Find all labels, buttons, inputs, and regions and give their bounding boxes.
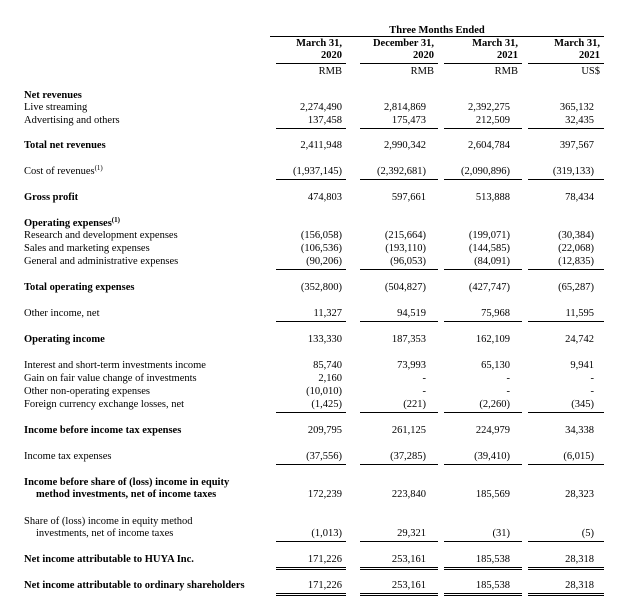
row-value: (221) <box>403 399 426 410</box>
column-year: 2021 <box>579 50 600 61</box>
row-value: (37,556) <box>306 451 342 462</box>
row-value: (215,664) <box>384 230 426 241</box>
row-value: 11,595 <box>565 308 594 319</box>
row-label: Operating income <box>24 334 105 345</box>
row-value: (39,410) <box>474 451 510 462</box>
row-value: (427,747) <box>468 282 510 293</box>
row-label: method investments, net of income taxes <box>36 489 217 500</box>
row-value: 32,435 <box>565 115 594 126</box>
row-value: (144,585) <box>468 243 510 254</box>
row-value: (1,013) <box>311 528 342 539</box>
column-currency: RMB <box>318 66 342 77</box>
column-currency: RMB <box>494 66 518 77</box>
subtotal-rule <box>276 412 346 413</box>
subtotal-rule <box>528 412 604 413</box>
row-value: (2,260) <box>479 399 510 410</box>
row-value: 474,803 <box>307 192 342 203</box>
row-value: - <box>506 373 510 384</box>
subtotal-rule <box>276 541 346 542</box>
column-date: March 31, <box>554 38 600 49</box>
row-value: (1,425) <box>311 399 342 410</box>
subtotal-rule <box>444 464 522 465</box>
row-value: (31) <box>492 528 510 539</box>
row-value: (193,110) <box>385 243 426 254</box>
row-label: Cost of revenues$^{(1)}$ <box>24 164 103 177</box>
row-value: - <box>506 386 510 397</box>
row-value: (22,068) <box>558 243 594 254</box>
subtotal-rule <box>276 321 346 322</box>
row-value: 172,239 <box>307 489 342 500</box>
double-underline <box>276 593 346 596</box>
column-year: 2020 <box>321 50 342 61</box>
row-value: (84,091) <box>474 256 510 267</box>
row-value: 11,327 <box>313 308 342 319</box>
row-value: 365,132 <box>559 102 594 113</box>
row-value: (96,053) <box>390 256 426 267</box>
row-label: Net income attributable to ordinary shareholders <box>24 580 245 591</box>
subtotal-rule <box>528 541 604 542</box>
row-label: Gain on fair value change of investments <box>24 373 197 384</box>
row-value: (6,015) <box>563 451 594 462</box>
period-group-header: Three Months Ended <box>389 25 485 36</box>
row-value: 224,979 <box>475 425 510 436</box>
column-currency: US$ <box>581 66 600 77</box>
double-underline <box>528 593 604 596</box>
row-value: (2,392,681) <box>377 166 426 177</box>
row-value: 2,411,948 <box>300 140 342 151</box>
subtotal-rule <box>360 269 438 270</box>
row-label: Advertising and others <box>24 115 120 126</box>
row-value: 171,226 <box>307 554 342 565</box>
row-value: 597,661 <box>391 192 426 203</box>
column-date: December 31, <box>372 38 434 49</box>
double-underline <box>444 567 522 570</box>
subtotal-rule <box>360 464 438 465</box>
row-value: 253,161 <box>391 580 426 591</box>
column-year: 2020 <box>413 50 434 61</box>
double-underline <box>444 593 522 596</box>
double-underline <box>276 567 346 570</box>
footnote-marker: (1) <box>111 216 120 224</box>
row-value: (106,536) <box>300 243 342 254</box>
row-value: 185,569 <box>475 489 510 500</box>
subtotal-rule <box>360 541 438 542</box>
column-header-0 <box>270 37 346 77</box>
row-value: 2,604,784 <box>468 140 510 151</box>
row-value: 73,993 <box>397 360 426 371</box>
subtotal-rule <box>528 269 604 270</box>
subtotal-rule <box>444 269 522 270</box>
subtotal-rule <box>528 179 604 180</box>
row-value: (352,800) <box>300 282 342 293</box>
row-label: Total net revenues <box>24 140 106 151</box>
subtotal-rule <box>360 179 438 180</box>
column-header-2 <box>438 37 522 77</box>
row-value: 175,473 <box>391 115 426 126</box>
subtotal-rule <box>276 179 346 180</box>
row-value: (2,090,896) <box>461 166 510 177</box>
subtotal-rule <box>528 321 604 322</box>
row-value: 133,330 <box>307 334 342 345</box>
row-value: 28,323 <box>565 489 594 500</box>
double-underline <box>360 593 438 596</box>
row-label: Sales and marketing expenses <box>24 243 150 254</box>
row-value: 209,795 <box>307 425 342 436</box>
row-value: (37,285) <box>390 451 426 462</box>
subtotal-rule <box>444 541 522 542</box>
column-year: 2021 <box>497 50 518 61</box>
row-value: 162,109 <box>475 334 510 345</box>
double-underline <box>360 567 438 570</box>
row-label: Live streaming <box>24 102 88 113</box>
row-value: (345) <box>571 399 594 410</box>
row-value: (319,133) <box>552 166 594 177</box>
subtotal-rule <box>360 321 438 322</box>
double-underline <box>528 567 604 570</box>
row-value: 24,742 <box>565 334 594 345</box>
row-label: Operating expenses$^{(1)}$ <box>24 216 120 229</box>
row-label: Income before share of (loss) income in equity <box>24 477 230 488</box>
row-value: (12,835) <box>558 256 594 267</box>
row-value: - <box>590 386 594 397</box>
row-label: Interest and short-term investments income <box>24 360 206 371</box>
row-value: 75,968 <box>481 308 510 319</box>
row-value: (30,384) <box>558 230 594 241</box>
row-value: 29,321 <box>397 528 426 539</box>
row-value: 2,274,490 <box>300 102 342 113</box>
column-header-1 <box>354 37 438 77</box>
row-value: (1,937,145) <box>293 166 342 177</box>
subtotal-rule <box>360 412 438 413</box>
column-header-rule <box>276 63 346 64</box>
row-value: (156,058) <box>300 230 342 241</box>
row-value: - <box>422 386 426 397</box>
row-label: Income before income tax expenses <box>24 425 182 436</box>
row-label: Gross profit <box>24 192 79 203</box>
subtotal-rule <box>276 128 346 129</box>
row-label: Other non-operating expenses <box>24 386 150 397</box>
row-value: 78,434 <box>565 192 594 203</box>
subtotal-rule <box>444 179 522 180</box>
row-value: 185,538 <box>475 580 510 591</box>
subtotal-rule <box>276 269 346 270</box>
subtotal-rule <box>360 128 438 129</box>
column-header-3 <box>522 37 604 77</box>
row-label: Foreign currency exchange losses, net <box>24 399 185 410</box>
row-value: (65,287) <box>558 282 594 293</box>
row-label: Income tax expenses <box>24 451 112 462</box>
subtotal-rule <box>528 128 604 129</box>
row-value: 9,941 <box>570 360 594 371</box>
row-label: Research and development expenses <box>24 230 178 241</box>
row-value: - <box>590 373 594 384</box>
row-value: 171,226 <box>307 580 342 591</box>
row-value: (90,206) <box>306 256 342 267</box>
row-value: (199,071) <box>468 230 510 241</box>
row-label: Total operating expenses <box>24 282 135 293</box>
row-value: (504,827) <box>384 282 426 293</box>
column-date: March 31, <box>472 38 518 49</box>
row-value: 94,519 <box>397 308 426 319</box>
subtotal-rule <box>444 412 522 413</box>
row-value: 28,318 <box>565 580 594 591</box>
column-header-rule <box>444 63 522 64</box>
row-value: 34,338 <box>565 425 594 436</box>
column-currency: RMB <box>410 66 434 77</box>
row-value: 2,990,342 <box>384 140 426 151</box>
row-value: 212,509 <box>475 115 510 126</box>
row-value: 187,353 <box>391 334 426 345</box>
row-value: 513,888 <box>475 192 510 203</box>
row-value: 185,538 <box>475 554 510 565</box>
column-header-rule <box>360 63 438 64</box>
row-value: 2,160 <box>318 373 342 384</box>
row-value: (5) <box>581 528 594 539</box>
subtotal-rule <box>444 321 522 322</box>
row-label: Net revenues <box>24 90 82 101</box>
row-value: 261,125 <box>391 425 426 436</box>
row-value: 253,161 <box>391 554 426 565</box>
subtotal-rule <box>276 464 346 465</box>
row-label: General and administrative expenses <box>24 256 179 267</box>
row-value: 397,567 <box>559 140 594 151</box>
row-value: (10,010) <box>306 386 342 397</box>
column-header-rule <box>528 63 604 64</box>
row-value: 2,814,869 <box>384 102 426 113</box>
footnote-marker: (1) <box>94 164 103 172</box>
row-label: Net income attributable to HUYA Inc. <box>24 554 194 565</box>
row-value: 28,318 <box>565 554 594 565</box>
row-value: 85,740 <box>313 360 342 371</box>
row-value: 65,130 <box>481 360 510 371</box>
subtotal-rule <box>444 128 522 129</box>
subtotal-rule <box>528 464 604 465</box>
row-value: 137,458 <box>307 115 342 126</box>
row-label: Other income, net <box>24 308 100 319</box>
row-value: 223,840 <box>391 489 426 500</box>
row-value: 2,392,275 <box>468 102 510 113</box>
column-date: March 31, <box>296 38 342 49</box>
row-value: - <box>422 373 426 384</box>
row-label: investments, net of income taxes <box>36 528 174 539</box>
row-label: Share of (loss) income in equity method <box>24 516 193 527</box>
